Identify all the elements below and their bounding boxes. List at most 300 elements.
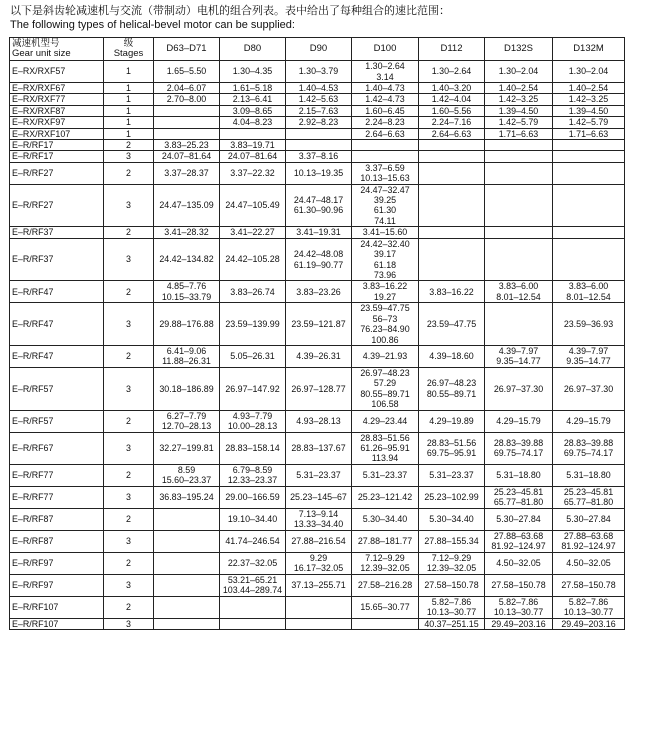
ratio-cell <box>286 303 352 346</box>
ratio-cell <box>220 128 286 139</box>
ratio-value: 23.59–36.93 <box>563 318 614 329</box>
ratio-cell <box>154 151 220 162</box>
ratio-cell <box>352 345 419 367</box>
ratio-value: 80.55–89.71 <box>360 388 410 399</box>
table-row <box>10 410 625 432</box>
ratio-value: 61.26–95.91 <box>360 442 410 453</box>
ratio-value: 1.61–5.18 <box>232 83 273 93</box>
ratio-value: 3.09–8.65 <box>232 105 273 116</box>
ratio-cell <box>553 128 625 139</box>
ratio-cell <box>485 94 553 105</box>
ratio-value: 65.77–81.80 <box>563 497 614 508</box>
ratio-value: 23.59–139.99 <box>225 318 280 329</box>
ratio-value: 1.30–2.04 <box>568 66 609 77</box>
ratio-value: 5.31–23.37 <box>362 470 408 481</box>
ratio-cell <box>485 83 553 94</box>
ratio-cell <box>553 105 625 116</box>
ratio-table <box>9 37 625 630</box>
ratio-value: 19.27 <box>373 291 397 302</box>
ratio-cell <box>154 486 220 508</box>
ratio-value: 2.24–7.16 <box>431 117 472 128</box>
ratio-cell <box>485 140 553 151</box>
stages-cell: 1 <box>104 83 154 94</box>
ratio-value: 2.64–6.63 <box>365 128 405 139</box>
ratio-value: 65.77–81.80 <box>493 497 544 508</box>
ratio-cell <box>419 281 485 303</box>
ratio-value: 1.40–3.20 <box>431 83 472 93</box>
ratio-cell <box>352 464 419 486</box>
ratio-value: 6.27–7.79 <box>166 410 207 421</box>
table-row <box>10 162 625 184</box>
ratio-cell <box>352 83 419 94</box>
ratio-value: 1.60–5.56 <box>431 105 472 116</box>
ratio-value: 27.58–216.28 <box>357 580 413 591</box>
ratio-value: 1.42–5.63 <box>298 94 339 105</box>
stages-cell: 1 <box>104 105 154 116</box>
ratio-value: 36.83–195.24 <box>159 492 214 503</box>
ratio-value: 103.44–289.74 <box>222 585 283 596</box>
ratio-cell <box>553 151 625 162</box>
ratio-value: 12.39–32.05 <box>426 563 477 574</box>
ratio-value: 10.13–19.35 <box>293 168 344 179</box>
ratio-cell <box>553 281 625 303</box>
stages-cell: 3 <box>104 151 154 162</box>
ratio-cell <box>419 530 485 552</box>
ratio-cell <box>485 303 553 346</box>
ratio-value: 113.94 <box>371 453 399 464</box>
gear-unit-cell: E–R/RF77 <box>10 486 104 508</box>
intro-en: The following types of helical-bevel motor can be supplied: <box>10 19 295 31</box>
header-motor-d90: D90 <box>286 38 352 61</box>
ratio-cell <box>154 184 220 227</box>
ratio-cell <box>154 618 220 629</box>
ratio-cell <box>419 574 485 596</box>
ratio-cell <box>553 238 625 281</box>
table-row <box>10 151 625 162</box>
ratio-value: 28.83–158.14 <box>225 442 280 453</box>
ratio-value: 29.49–203.16 <box>491 618 546 629</box>
ratio-value: 25.23–45.81 <box>493 486 544 497</box>
ratio-cell <box>220 596 286 618</box>
header-gear-unit-zh: 减速机型号 <box>12 37 60 49</box>
ratio-value: 1.71–6.63 <box>498 128 539 139</box>
ratio-value: 61.19–90.77 <box>293 259 344 270</box>
ratio-value: 4.39–21.93 <box>362 351 408 362</box>
gear-unit-cell: E–RX/RXF57 <box>10 61 104 83</box>
ratio-cell <box>485 508 553 530</box>
ratio-value: 29.00–166.59 <box>225 492 280 503</box>
ratio-value: 1.30–3.79 <box>298 66 339 77</box>
ratio-value: 5.31–18.80 <box>566 470 611 481</box>
ratio-value: 3.83–19.71 <box>230 140 275 151</box>
ratio-value: 61.30–90.96 <box>293 205 344 216</box>
ratio-cell <box>419 238 485 281</box>
table-row <box>10 117 625 128</box>
ratio-cell <box>220 574 286 596</box>
ratio-cell <box>419 486 485 508</box>
ratio-value: 3.37–6.59 <box>365 162 405 173</box>
ratio-cell <box>553 410 625 432</box>
ratio-value: 57.29 <box>373 378 397 389</box>
ratio-cell <box>286 162 352 184</box>
ratio-cell <box>220 281 286 303</box>
ratio-value: 24.07–81.64 <box>227 151 278 162</box>
ratio-value: 24.42–32.40 <box>360 238 410 249</box>
ratio-cell <box>220 61 286 83</box>
ratio-value: 3.83–6.00 <box>498 281 539 292</box>
ratio-value: 2.15–7.63 <box>298 105 339 116</box>
ratio-cell <box>485 151 553 162</box>
ratio-cell <box>286 83 352 94</box>
ratio-value: 100.86 <box>371 334 399 345</box>
ratio-value: 1.40–2.54 <box>568 83 609 93</box>
ratio-value: 8.01–12.54 <box>496 291 541 302</box>
ratio-value: 27.58–150.78 <box>491 580 546 591</box>
ratio-value: 24.47–48.17 <box>293 195 344 206</box>
ratio-cell <box>485 345 553 367</box>
ratio-value: 37.13–255.71 <box>291 580 346 591</box>
stages-cell: 2 <box>104 162 154 184</box>
ratio-value: 3.83–6.00 <box>568 281 609 292</box>
stages-cell: 2 <box>104 281 154 303</box>
table-row <box>10 105 625 116</box>
table-row <box>10 464 625 486</box>
ratio-cell <box>419 83 485 94</box>
gear-unit-cell: E–R/RF97 <box>10 552 104 574</box>
ratio-value: 24.47–32.47 <box>360 184 410 195</box>
ratio-cell <box>286 151 352 162</box>
ratio-value: 4.29–19.89 <box>429 415 474 426</box>
header-stages-zh: 级 <box>123 37 134 49</box>
ratio-value: 24.07–81.64 <box>161 151 212 162</box>
ratio-value: 8.59 <box>177 464 196 475</box>
gear-unit-cell: E–R/RF57 <box>10 367 104 410</box>
stages-cell: 3 <box>104 303 154 346</box>
ratio-value: 29.88–176.88 <box>159 318 214 329</box>
table-row <box>10 486 625 508</box>
ratio-cell <box>419 117 485 128</box>
ratio-value: 4.85–7.76 <box>166 281 207 292</box>
table-row <box>10 94 625 105</box>
ratio-cell <box>286 432 352 464</box>
ratio-cell <box>352 618 419 629</box>
ratio-value: 4.39–18.60 <box>429 351 474 362</box>
ratio-cell <box>419 345 485 367</box>
ratio-value: 9.35–14.77 <box>566 356 611 367</box>
ratio-value: 73.96 <box>373 269 397 280</box>
table-row <box>10 128 625 139</box>
ratio-value: 81.92–124.97 <box>491 541 546 552</box>
table-header-row <box>10 38 625 61</box>
ratio-cell <box>286 464 352 486</box>
ratio-value: 1.42–4.04 <box>431 94 472 105</box>
ratio-cell <box>485 464 553 486</box>
ratio-cell <box>352 508 419 530</box>
ratio-cell <box>220 238 286 281</box>
stages-cell: 1 <box>104 117 154 128</box>
ratio-value: 106.58 <box>371 399 399 410</box>
ratio-cell <box>553 596 625 618</box>
table-row <box>10 552 625 574</box>
ratio-cell <box>154 530 220 552</box>
ratio-cell <box>220 303 286 346</box>
ratio-value: 26.97–48.23 <box>360 367 410 378</box>
ratio-cell <box>286 410 352 432</box>
table-row <box>10 281 625 303</box>
ratio-cell <box>419 596 485 618</box>
ratio-value: 28.83–137.67 <box>291 442 346 453</box>
ratio-cell <box>220 432 286 464</box>
ratio-cell <box>419 552 485 574</box>
ratio-cell <box>154 227 220 238</box>
ratio-value: 3.41–22.27 <box>230 227 275 238</box>
ratio-cell <box>419 128 485 139</box>
header-stages-en: Stages <box>113 48 144 59</box>
ratio-value: 23.59–47.75 <box>426 318 477 329</box>
ratio-cell <box>220 151 286 162</box>
ratio-value: 40.37–251.15 <box>424 618 479 629</box>
gear-unit-cell: E–R/RF77 <box>10 464 104 486</box>
ratio-cell <box>220 83 286 94</box>
ratio-value: 4.29–15.79 <box>496 415 541 426</box>
ratio-value: 27.88–155.34 <box>424 536 479 547</box>
ratio-value: 28.83–51.56 <box>426 437 477 448</box>
ratio-cell <box>553 552 625 574</box>
ratio-value: 28.83–39.88 <box>493 437 544 448</box>
ratio-value: 3.41–15.60 <box>362 227 408 238</box>
ratio-cell <box>553 432 625 464</box>
table-row <box>10 432 625 464</box>
ratio-value: 2.64–6.63 <box>431 128 472 139</box>
ratio-cell <box>419 162 485 184</box>
ratio-value: 12.39–32.05 <box>360 563 410 574</box>
ratio-value: 1.65–5.50 <box>166 66 207 77</box>
ratio-value: 61.18 <box>373 259 397 270</box>
ratio-cell <box>154 105 220 116</box>
ratio-cell <box>220 530 286 552</box>
ratio-value: 4.39–7.97 <box>498 346 539 357</box>
table-row <box>10 61 625 83</box>
ratio-cell <box>352 117 419 128</box>
stages-cell: 3 <box>104 432 154 464</box>
table-body <box>10 61 625 630</box>
stages-cell: 3 <box>104 238 154 281</box>
ratio-value: 7.12–9.29 <box>365 552 405 563</box>
ratio-cell <box>419 61 485 83</box>
ratio-cell <box>286 508 352 530</box>
ratio-cell <box>419 410 485 432</box>
gear-unit-cell: E–RX/RXF77 <box>10 94 104 105</box>
gear-unit-cell: E–R/RF37 <box>10 227 104 238</box>
ratio-value: 3.37–22.32 <box>230 168 275 179</box>
ratio-value: 12.33–23.37 <box>227 475 278 486</box>
ratio-cell <box>154 140 220 151</box>
ratio-cell <box>485 552 553 574</box>
ratio-value: 28.83–51.56 <box>360 432 410 443</box>
table-row <box>10 303 625 346</box>
ratio-value: 4.50–32.05 <box>496 558 541 569</box>
ratio-cell <box>352 281 419 303</box>
ratio-cell <box>553 464 625 486</box>
ratio-cell <box>419 151 485 162</box>
ratio-value: 2.04–6.07 <box>166 83 207 93</box>
stages-cell: 2 <box>104 345 154 367</box>
ratio-value: 1.30–2.64 <box>431 66 472 77</box>
stages-cell: 1 <box>104 61 154 83</box>
ratio-cell <box>352 128 419 139</box>
ratio-cell <box>220 117 286 128</box>
ratio-value: 3.37–8.16 <box>298 151 339 162</box>
ratio-value: 69.75–74.17 <box>493 448 544 459</box>
ratio-cell <box>220 464 286 486</box>
ratio-cell <box>154 345 220 367</box>
ratio-cell <box>553 367 625 410</box>
ratio-cell <box>419 105 485 116</box>
header-stages <box>104 38 154 61</box>
ratio-value: 5.82–7.86 <box>568 596 609 607</box>
ratio-value: 53.21–65.21 <box>227 574 278 585</box>
ratio-cell <box>154 303 220 346</box>
ratio-cell <box>286 530 352 552</box>
ratio-cell <box>352 367 419 410</box>
ratio-value: 1.71–6.63 <box>568 128 609 139</box>
ratio-value: 27.58–150.78 <box>424 580 479 591</box>
ratio-value: 39.25 <box>373 195 397 206</box>
ratio-value: 5.82–7.86 <box>498 596 539 607</box>
header-gear-unit-en: Gear unit size <box>12 48 71 59</box>
ratio-value: 4.29–15.79 <box>566 415 611 426</box>
ratio-value: 7.12–9.29 <box>431 552 472 563</box>
ratio-value: 24.47–105.49 <box>225 200 280 211</box>
stages-cell: 2 <box>104 140 154 151</box>
ratio-cell <box>154 83 220 94</box>
ratio-cell <box>154 508 220 530</box>
gear-unit-cell: E–R/RF37 <box>10 238 104 281</box>
ratio-value: 25.23–45.81 <box>563 486 614 497</box>
ratio-value: 5.30–34.40 <box>429 514 474 525</box>
table-row <box>10 227 625 238</box>
table-row <box>10 596 625 618</box>
header-motor-d100: D100 <box>352 38 419 61</box>
ratio-value: 24.42–134.82 <box>159 254 214 265</box>
ratio-cell <box>553 184 625 227</box>
ratio-value: 1.30–4.35 <box>232 66 273 77</box>
ratio-cell <box>352 140 419 151</box>
ratio-cell <box>154 128 220 139</box>
ratio-cell <box>419 303 485 346</box>
ratio-cell <box>485 281 553 303</box>
ratio-cell <box>419 367 485 410</box>
gear-unit-cell: E–R/RF87 <box>10 530 104 552</box>
ratio-value: 10.13–30.77 <box>563 607 614 618</box>
ratio-cell <box>485 486 553 508</box>
table-row <box>10 140 625 151</box>
table-row <box>10 238 625 281</box>
gear-unit-cell: E–R/RF17 <box>10 151 104 162</box>
ratio-value: 10.13–30.77 <box>426 607 477 618</box>
ratio-value: 26.97–37.30 <box>493 383 544 394</box>
ratio-value: 10.00–28.13 <box>227 421 278 432</box>
ratio-cell <box>553 574 625 596</box>
ratio-value: 1.39–4.50 <box>568 105 609 116</box>
ratio-cell <box>352 303 419 346</box>
ratio-cell <box>419 508 485 530</box>
ratio-cell <box>286 140 352 151</box>
ratio-cell <box>352 105 419 116</box>
gear-unit-cell: E–R/RF27 <box>10 184 104 227</box>
ratio-value: 5.30–34.40 <box>362 514 408 525</box>
ratio-value: 4.29–23.44 <box>362 415 408 426</box>
ratio-value: 27.58–150.78 <box>561 580 616 591</box>
table-row <box>10 574 625 596</box>
gear-unit-cell: E–RX/RXF107 <box>10 128 104 139</box>
ratio-cell <box>154 94 220 105</box>
ratio-cell <box>553 303 625 346</box>
ratio-cell <box>485 227 553 238</box>
ratio-cell <box>419 432 485 464</box>
ratio-cell <box>286 184 352 227</box>
ratio-cell <box>220 552 286 574</box>
stages-cell: 3 <box>104 618 154 629</box>
stages-cell: 3 <box>104 367 154 410</box>
ratio-value: 3.83–16.22 <box>429 286 474 297</box>
ratio-cell <box>220 345 286 367</box>
gear-unit-cell: E–RX/RXF97 <box>10 117 104 128</box>
ratio-value: 10.15–33.79 <box>161 291 212 302</box>
stages-cell: 3 <box>104 486 154 508</box>
ratio-cell <box>352 530 419 552</box>
ratio-cell <box>352 552 419 574</box>
ratio-value: 22.37–32.05 <box>227 558 278 569</box>
ratio-value: 3.37–28.37 <box>164 168 209 179</box>
intro-zh: 以下是斜齿轮减速机与交流（带制动）电机的组合列表。表中给出了每种组合的速比范围： <box>10 5 450 17</box>
gear-unit-cell: E–RX/RXF87 <box>10 105 104 116</box>
ratio-value: 5.31–18.80 <box>496 470 541 481</box>
table-row <box>10 345 625 367</box>
ratio-cell <box>154 238 220 281</box>
ratio-cell <box>553 508 625 530</box>
ratio-value: 23.59–47.75 <box>360 303 410 314</box>
ratio-cell <box>286 61 352 83</box>
ratio-cell <box>154 552 220 574</box>
gear-unit-cell: E–R/RF57 <box>10 410 104 432</box>
table-row <box>10 83 625 94</box>
header-motor-d80: D80 <box>220 38 286 61</box>
ratio-value: 27.88–216.54 <box>291 536 346 547</box>
ratio-value: 29.49–203.16 <box>561 618 616 629</box>
ratio-value: 2.70–8.00 <box>166 94 207 105</box>
stages-cell: 2 <box>104 552 154 574</box>
ratio-cell <box>154 281 220 303</box>
ratio-cell <box>352 184 419 227</box>
table-row <box>10 530 625 552</box>
ratio-value: 1.40–4.53 <box>298 83 339 93</box>
ratio-cell <box>286 367 352 410</box>
ratio-value: 25.23–121.42 <box>357 492 413 503</box>
ratio-value: 3.83–23.26 <box>296 286 341 297</box>
ratio-value: 4.39–26.31 <box>296 351 341 362</box>
ratio-value: 2.92–8.23 <box>298 117 339 128</box>
ratio-cell <box>352 574 419 596</box>
ratio-value: 26.97–128.77 <box>291 383 346 394</box>
ratio-cell <box>553 162 625 184</box>
ratio-value: 5.82–7.86 <box>431 596 472 607</box>
ratio-cell <box>154 61 220 83</box>
ratio-cell <box>220 508 286 530</box>
ratio-value: 13.33–34.40 <box>293 519 344 530</box>
intro-text <box>10 4 640 32</box>
ratio-cell <box>286 117 352 128</box>
